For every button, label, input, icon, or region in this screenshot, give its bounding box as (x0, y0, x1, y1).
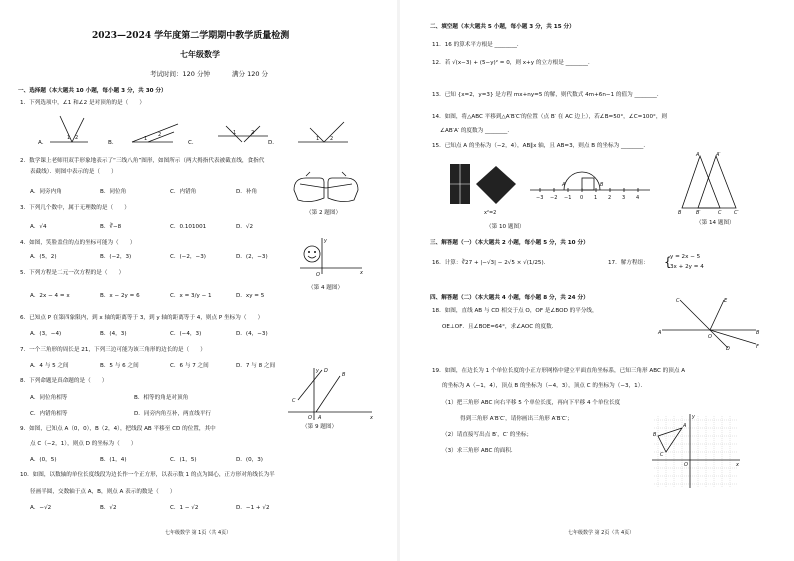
fig19-label-b: B (653, 432, 657, 438)
tick-label-4: 4 (636, 195, 640, 201)
question-3: 3．下列几个数中，属于无理数的是（ ） (20, 205, 130, 211)
fig18-label-e: E (724, 298, 728, 304)
fig19-label-o: O (684, 462, 688, 468)
q4-option-a: A．(5，2) (30, 254, 57, 260)
q1-b-angle-label-2: 2 (158, 132, 162, 138)
question-14-line-1: 14．如图，将△ABC 平移到△A′B′C′的位置（点 B′ 在 AC 边上），若∠B=50°，∠C=100°，则 (432, 114, 668, 120)
section-1-header: 一、选择题（本大题共 10 小题，每小题 3 分，共 30 分） (18, 88, 167, 94)
question-13: 13．已知 {x=2，y=3} 是方程 mx+ny=5 的解，则代数式 4m+6n−1 的值为 ________． (432, 92, 663, 98)
fig18-label-f: F (756, 344, 759, 350)
q1-a-angle-label-2: 2 (75, 135, 79, 141)
rotated-square (476, 166, 516, 204)
exam-subject: 七年级数学 (180, 50, 220, 59)
fig-4-caption: （第 4 题图） (308, 285, 344, 291)
question-4: 4．如图，笑脸盖住的点的坐标可能为（ ） (20, 240, 136, 246)
fig9-label-b: B (342, 372, 346, 378)
fig14-label-c-prime: C′ (734, 210, 739, 214)
question-6: 6．已知点 P 在第四象限内，到 x 轴的距离等于 3，到 y 轴的距离等于 4，则点 P 坐标为（ ） (20, 315, 264, 321)
q10-number-line-figure (444, 160, 654, 220)
fig10-label-b: B (600, 182, 604, 188)
fig9-label-c: C (292, 398, 296, 404)
q18-intersecting-lines-figure (656, 296, 762, 350)
q1-option-a: A． (38, 140, 48, 146)
fig18-label-c: C (676, 298, 680, 304)
question-2-line-1: 2．数学课上老师用双手形象地表示了“三线八角”图形，如图所示（两大拇指代表被截直线，食指代 (20, 158, 265, 164)
q7-option-d: D．7 与 8 之间 (236, 363, 276, 369)
fig4-label-o: O (316, 272, 320, 278)
q1-d-angle-label-2: 2 (330, 136, 334, 142)
q1-option-b: B． (108, 140, 118, 146)
question-19-part-1b: 得到三角形 A′B′C′，请你画出三角形 A′B′C′； (460, 416, 573, 422)
q1-option-d: D． (268, 140, 278, 146)
q10-option-b: B．√2 (100, 505, 117, 511)
fig14-label-b-prime: B′ (696, 210, 701, 214)
fig18-label-b: B (756, 330, 760, 336)
q8-option-a: A．同位角相等 (30, 395, 68, 401)
tick-label--1: −1 (564, 195, 572, 201)
question-10-line-1: 10．如图，以数轴的单位长度线段为边长作一个正方形，以表示数 1 的点为圆心，正方形对角线长为半 (20, 472, 275, 478)
tick-label-1: 1 (594, 195, 598, 201)
exam-title: 2023—2024 学年度第二学期期中教学质量检测 (92, 31, 290, 41)
q6-option-b: B．(4，3) (100, 331, 127, 337)
question-9-line-2: 点 C（−2，1），则点 D 的坐标为（ ） (30, 441, 137, 447)
q1-c-angle-label-1: 1 (233, 130, 237, 136)
q7-option-b: B．5 与 6 之间 (100, 363, 139, 369)
system-brace: { (664, 255, 672, 269)
question-19-line-1: 19．如图，在边长为 1 个单位长度的小正方形网格中建立平面直角坐标系，已知三角形 ABC 的顶点 A (432, 368, 686, 374)
q14-triangle-figure (676, 152, 762, 214)
fig18-label-a: A (658, 330, 662, 336)
q17-equation-2: 3x + 2y = 4 (670, 264, 704, 270)
tick-label--2: −2 (550, 195, 558, 201)
fig19-label-y: y (692, 414, 695, 420)
question-19-part-3: （3）求三角形 ABC 的面积． (442, 448, 517, 454)
fig-9-caption: （第 9 题图） (302, 424, 338, 430)
exam-time: 考试时间：120 分钟 (150, 70, 210, 78)
fig-14-caption: （第 14 题图） (696, 220, 735, 226)
question-7: 7．一个三角形的周长是 21，下列三边可能为该三角形的边长的是（ ） (20, 347, 206, 353)
tick-label-0: 0 (580, 195, 584, 201)
fig19-label-c: C (660, 452, 664, 458)
q9-option-a: A．(0，5) (30, 457, 57, 463)
exam-page-2 (400, 0, 794, 561)
q7-option-a: A．4 与 5 之间 (30, 363, 69, 369)
tick-label-2: 2 (608, 195, 612, 201)
q10-option-a: A．−√2 (30, 505, 52, 511)
q9-option-c: C．(1，5) (170, 457, 197, 463)
q9-option-b: B．(1，4) (100, 457, 127, 463)
question-2-line-2: 表截线）．则图中表示的是（ ） (30, 169, 117, 175)
question-15: 15．已知点 A 的坐标为（−2，4），AB∥x 轴，且 AB=3，则点 B 的坐标为 ________． (432, 143, 649, 149)
page-2-footer: 七年级数学 第 2页（共 4页） (568, 530, 635, 536)
question-12: 12．若 √(x−3) + (5−y)² = 0，则 x+y 的立方根是 ________． (432, 60, 594, 66)
question-11: 11．16 的算术平方根是 ________． (432, 42, 523, 48)
smiley-coordinate-figure (296, 236, 366, 284)
question-5: 5．下列方程是二元一次方程的是（ ） (20, 270, 125, 276)
fig10-label-a: A (562, 182, 566, 188)
section-4-header: 四、解答题（二）（本大题共 4 小题，每小题 8 分，共 24 分） (430, 295, 589, 301)
section-2-header: 二、填空题（本大题共 5 小题，每小题 3 分，共 15 分） (430, 24, 575, 30)
q8-option-c: C．内错角相等 (30, 411, 68, 417)
q8-option-d: D．同旁内角互补，两直线平行 (134, 411, 212, 417)
q1-d-angle-label-1: 1 (316, 136, 320, 142)
fig18-label-o: O (708, 334, 712, 340)
q1-b-angle-label-1: 1 (144, 136, 148, 142)
q1-a-angle-label-1: 1 (67, 135, 71, 141)
x-squared-label: x²=2 (484, 210, 497, 216)
fig9-label-x: x (370, 415, 373, 421)
q6-option-c: C．(−4，3) (170, 331, 202, 337)
question-9-line-1: 9．如图，已知点 A（0，0），B（2，4），把线段 AB 平移至 CD 的位置，其中 (20, 426, 216, 432)
question-19-part-1: （1）把三角形 ABC 向右平移 5 个单位长度，再向下平移 4 个单位长度 (442, 400, 621, 406)
q1-c-angle-label-2: 2 (251, 130, 255, 136)
question-18-line-2: OE⊥OF．且∠BOE=64°，求∠AOC 的度数． (442, 324, 558, 330)
q10-option-d: D．−1 + √2 (236, 505, 270, 511)
q5-option-a: A．2x − 4 = x (30, 293, 70, 299)
q17-equation-1: y = 2x − 5 (670, 254, 701, 260)
fig4-label-x: x (360, 270, 363, 276)
q6-option-a: A．(3，−4) (30, 331, 62, 337)
question-1: 1．下列选项中，∠1 和∠2 是对顶角的是（ ） (20, 100, 145, 106)
q2-option-d: D．补角 (236, 189, 258, 195)
q4-option-d: D．(2，−3) (236, 254, 268, 260)
q1-angle-figures (48, 112, 378, 148)
q10-option-c: C．1 − √2 (170, 505, 199, 511)
q9-option-d: D．(0，3) (236, 457, 263, 463)
q3-option-d: D．√2 (236, 224, 254, 230)
fig19-label-a: A (683, 423, 687, 429)
question-19-part-2: （2）请直接写出点 B′，C′ 的坐标； (442, 432, 533, 438)
q5-option-d: D．xy = 5 (236, 293, 265, 299)
smiley-face-icon (304, 246, 320, 262)
question-18-line-1: 18．如图，直线 AB 与 CD 相交于点 O，OF 是∠BOD 的平分线， (432, 308, 598, 314)
fig9-label-a: A (318, 415, 322, 421)
q2-option-b: B．同位角 (100, 189, 127, 195)
q5-option-c: C．x = 3/y − 1 (170, 293, 212, 299)
q2-option-a: A．同旁内角 (30, 189, 62, 195)
fig14-label-a-prime: A′ (716, 152, 721, 158)
fig9-label-o: O (308, 415, 312, 421)
hands-figure (290, 170, 362, 208)
question-10-line-2: 径画半圆，交数轴于点 A，B，则点 A 表示的数是（ ） (30, 489, 176, 495)
q3-option-c: C．0.101001 (170, 224, 207, 230)
page-1-footer: 七年级数学 第 1页（共 4页） (165, 530, 232, 536)
question-14-line-2: ∠AB′A′ 的度数为 ________． (440, 128, 513, 134)
question-16: 16．计算：∛27 + |−√3| − 2√5 × √(1/25)． (432, 260, 550, 266)
question-17: 17．解方程组： (608, 260, 649, 266)
q2-option-c: C．内错角 (170, 189, 197, 195)
q4-option-c: C．(−2，−3) (170, 254, 206, 260)
fig-10-caption: （第 10 题图） (486, 224, 525, 230)
fig-2-caption: （第 2 题图） (306, 210, 342, 216)
question-19-line-2: 的坐标为 A（−1，4），顶点 B 的坐标为（−4，3），顶点 C 的坐标为（−3，1）． (442, 383, 647, 389)
q8-option-b: B．相等的角是对顶角 (134, 395, 189, 401)
fig18-label-d: D (726, 346, 730, 350)
q4-option-b: B．(−2，3) (100, 254, 132, 260)
q3-option-a: A．√4 (30, 224, 47, 230)
tick-label--3: −3 (536, 195, 544, 201)
q5-option-b: B．x − 2y = 6 (100, 293, 140, 299)
full-score: 满分 120 分 (232, 70, 269, 78)
fig9-label-y: y (316, 368, 319, 374)
q7-option-c: C．6 与 7 之间 (170, 363, 209, 369)
q9-translation-figure (284, 366, 376, 422)
tick-label-3: 3 (622, 195, 626, 201)
q3-option-b: B．∛−8 (100, 224, 122, 230)
fig9-label-d: D (324, 368, 328, 374)
fig14-label-b: B (678, 210, 682, 214)
section-3-header: 三、解答题（一）（本大题共 2 小题，每小题 5 分，共 10 分） (430, 240, 589, 246)
q6-option-d: D．(4，−3) (236, 331, 268, 337)
q1-option-c: C． (188, 140, 198, 146)
fig4-label-y: y (324, 238, 327, 244)
fig14-label-a: A (696, 152, 700, 158)
fig14-label-c: C (718, 210, 722, 214)
fig19-label-x: x (736, 462, 739, 468)
question-8: 8．下列命题是真命题的是（ ） (20, 378, 108, 384)
q19-grid-figure (650, 412, 744, 490)
